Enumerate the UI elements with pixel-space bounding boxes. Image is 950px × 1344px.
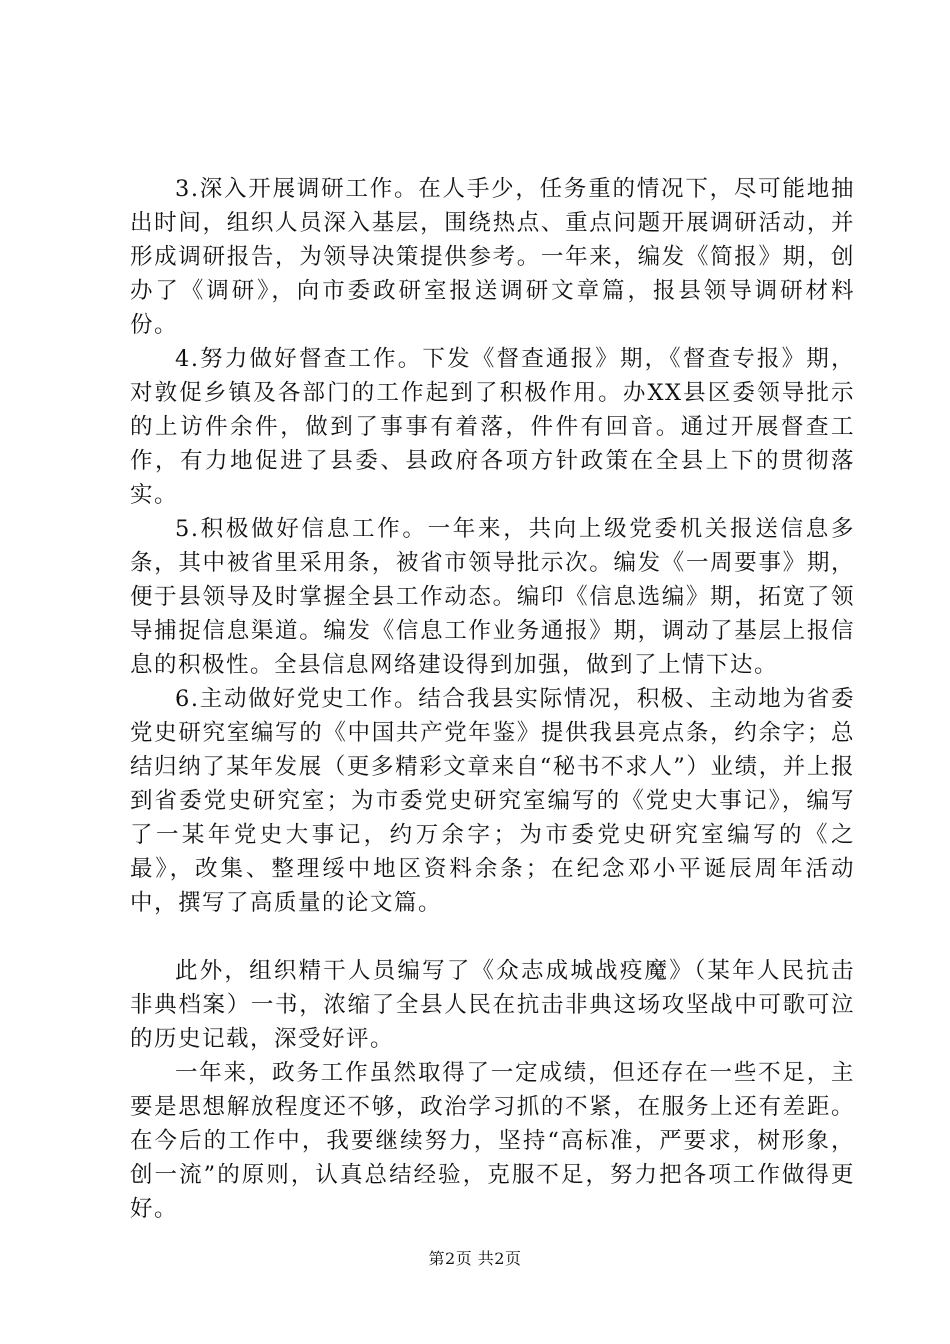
paragraph-party-history: 6.主动做好党史工作。结合我县实际情况，积极、主动地为省委党史研究室编写的《中国共产党年鉴》提供我县亮点条，约余字；总结归纳了某年发展（更多精彩文章来自“秘书不求人”）业绩，并上报到省委党史研究室；为市委党史研究室编写的《党史大事记》，编写了一某年党史大事记，约万余字；为市委党史研究室编写的《之最》，改集、整理绥中地区资料余条；在纪念邓小平诞辰周年活动中，撰写了高质量的论文篇。 xyxy=(130,686,855,916)
page-footer: 第2页 共2页 xyxy=(428,1249,522,1268)
paragraph-research: 3.深入开展调研工作。在人手少，任务重的情况下，尽可能地抽出时间，组织人员深入基层，围绕热点、重点问题开展调研活动，并形成调研报告，为领导决策提供参考。一年来，编发《简报》期，创办了《调研》，向市委政研室报送调研文章篇，报县领导调研材料份。 xyxy=(130,176,855,338)
paragraph-supervision: 4.努力做好督查工作。下发《督查通报》期，《督查专报》期，对敦促乡镇及各部门的工作起到了积极作用。办XX县区委领导批示的上访件余件，做到了事事有着落，件件有回音。通过开展督查工作，有力地促进了县委、县政府各项方针政策在全县上下的贯彻落实。 xyxy=(130,346,855,508)
document-body xyxy=(130,172,855,1226)
paragraph-information: 5.积极做好信息工作。一年来，共向上级党委机关报送信息多条，其中被省里采用条，被省市领导批示次。编发《一周要事》期，便于县领导及时掌握全县工作动态。编印《信息选编》期，拓宽了领导捕捉信息渠道。编发《信息工作业务通报》期，调动了基层上报信息的积极性。全县信息网络建设得到加强，做到了上情下达。 xyxy=(130,516,855,678)
paragraph-additional: 此外，组织精干人员编写了《众志成城战疫魔》（某年人民抗击非典档案）一书，浓缩了全县人民在抗击非典这场攻坚战中可歌可泣的历史记载，深受好评。 xyxy=(130,958,855,1052)
paragraph-summary: 一年来，政务工作虽然取得了一定成绩，但还存在一些不足，主要是思想解放程度还不够，政治学习抓的不紧，在服务上还有差距。在今后的工作中，我要继续努力，坚持“高标准，严要求，树形象，创一流”的原则，认真总结经验，克服不足，努力把各项工作做得更好。 xyxy=(130,1060,855,1222)
